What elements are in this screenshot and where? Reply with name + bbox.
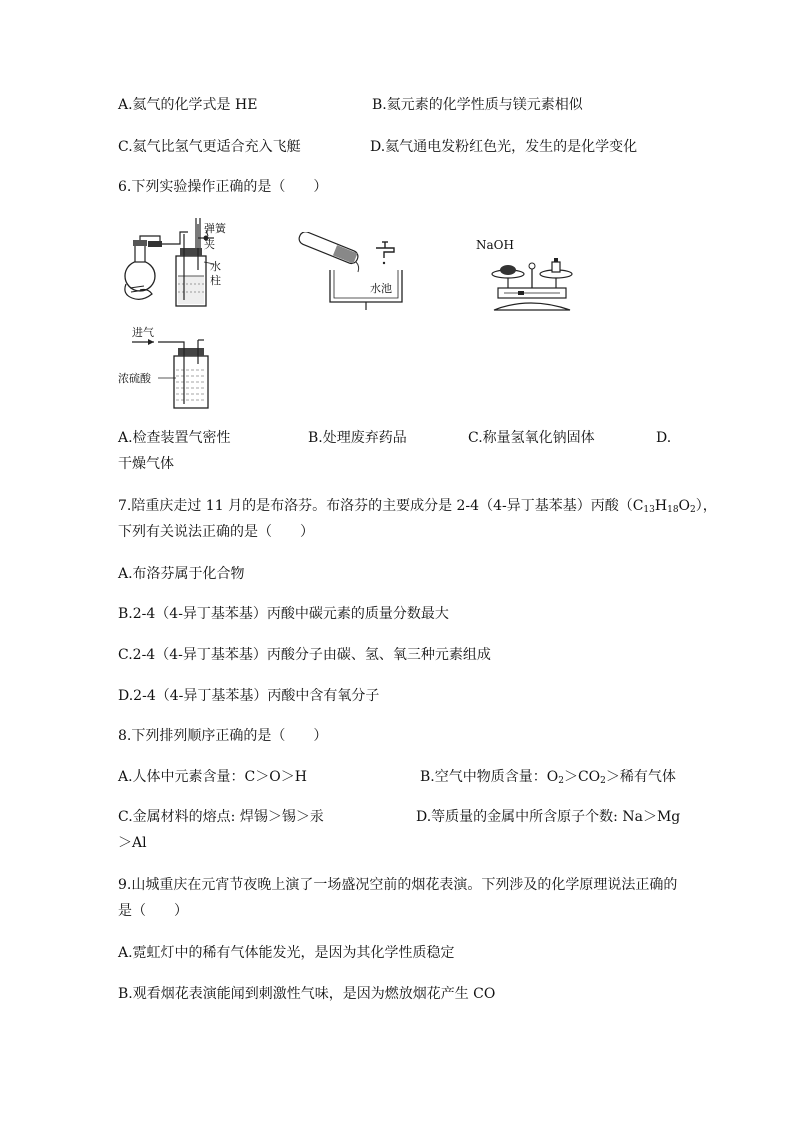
q8-option-d-line1: D.等质量的金属中所含原子个数: Na＞Mg [416,809,681,825]
q9-stem-line2: 是（ ） [118,903,188,919]
q8-option-b-sub2: 2 [600,776,606,786]
figure-c-naoh-label: NaOH [476,238,514,252]
figure-b-waste-disposal [290,232,410,312]
q7-sub-2: 2 [690,505,696,515]
q6-option-b: B.处理废弃药品 [308,430,407,446]
q6-option-a: A.检查装置气密性 [118,430,231,446]
q7-stem-line2: 下列有关说法正确的是（ ） [118,524,314,540]
q6-option-c: C.称量氢氧化钠固体 [468,430,595,446]
q7-sub-13: 13 [643,505,655,515]
q9-option-a: A.霓虹灯中的稀有气体能发光，是因为其化学性质稳定 [118,945,455,961]
q7-option-c: C.2-4（4-异丁基苯基）丙酸分子由碳、氢、氧三种元素组成 [118,647,491,663]
q6-option-d-prefix: D. [656,430,672,446]
q9-stem-line1: 9.山城重庆在元宵节夜晚上演了一场盛况空前的烟花表演。下列涉及的化学原理说法正确的 [118,877,678,893]
q5-option-b: B.氦元素的化学性质与镁元素相似 [372,97,583,113]
figure-d-acid-label: 浓硫酸 [118,372,151,385]
figure-a-water-label: 水 [210,260,221,273]
figure-d-drying-gas [118,320,218,412]
q8-option-c: C.金属材料的熔点: 焊锡＞锡＞汞 [118,809,324,825]
figure-d-inlet-label: 进气 [132,326,154,339]
q5-option-a: A.氦气的化学式是 HE [118,97,258,113]
q5-option-c: C.氦气比氢气更适合充入飞艇 [118,139,301,155]
q8-option-a: A.人体中元素含量：C＞O＞H [118,769,307,785]
q5-option-d: D.氦气通电发粉红色光，发生的是化学变化 [370,139,638,155]
q8-option-b-sub1: 2 [558,776,564,786]
q8-option-b-mid: ＞CO [563,769,601,785]
q7-stem-line1 [118,496,717,516]
q8-option-b-post: ＞稀有气体 [605,769,676,785]
q7-option-d: D.2-4（4-异丁基苯基）丙酸中含有氧分子 [118,688,380,704]
q6-option-d-text: 干燥气体 [118,456,174,472]
q7-option-b: B.2-4（4-异丁基苯基）丙酸中碳元素的质量分数最大 [118,606,449,622]
figure-c-balance [474,236,586,316]
q7-option-a: A.布洛芬属于化合物 [118,566,245,582]
q7-stem-post: ）， [695,498,717,514]
q7-sub-18: 18 [667,505,679,515]
figure-a-airtightness [118,214,228,310]
figure-a-column-label: 柱 [210,274,221,287]
q8-option-b-pre: B.空气中物质含量：O [420,769,559,785]
figure-b-sink-label: 水池 [370,282,392,295]
q8-stem: 8.下列排列顺序正确的是（ ） [118,728,328,744]
q7-o: O [678,498,691,514]
q7-stem-pre: 7.陪重庆走过 11 月的是布洛芬。布洛芬的主要成分是 2-4（4-异丁基苯基）丙酸（C [118,498,644,514]
q7-h: H [654,498,668,514]
q8-option-b [420,767,676,787]
q9-option-b: B.观看烟花表演能闻到刺激性气味，是因为燃放烟花产生 CO [118,986,496,1002]
q8-option-d-line2: ＞Al [118,835,147,851]
q6-stem: 6.下列实验操作正确的是（ ） [118,179,328,195]
figure-a-clip-label: 弹簧夹 [204,222,226,251]
